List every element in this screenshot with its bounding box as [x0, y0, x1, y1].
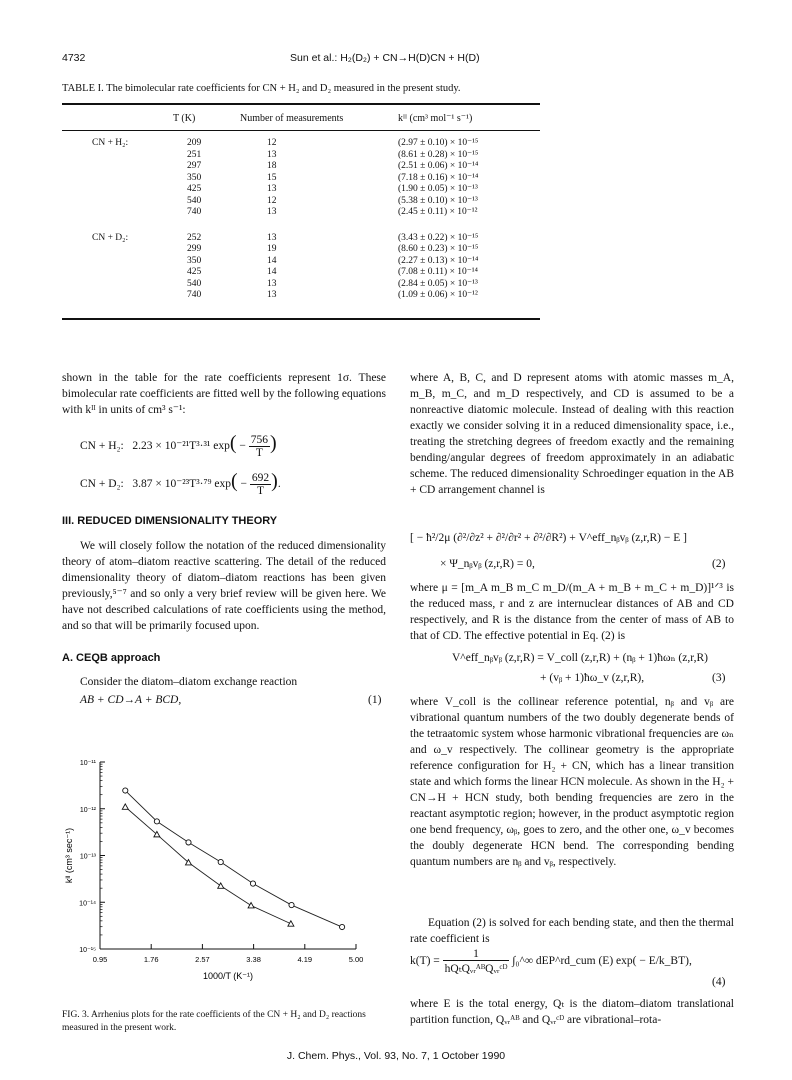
table-rule-top — [62, 103, 540, 105]
right-paragraph-2: where μ = [m_A m_B m_C m_D/(m_A + m_B + m_C + m_D)]¹ᐟ³ is the reduced mass, r and z are internuclear distances of AB and CD respectively, and R is the distance from the center of mass of AB to that of CD. The effective potential in Eq. (2) is — [410, 582, 734, 642]
table-cell-measurements: 18 — [267, 161, 277, 171]
data-point-circle — [289, 902, 294, 907]
table-cell-measurements: 14 — [267, 255, 277, 266]
table-cell-temperature: 740 — [187, 207, 202, 217]
equation-number-3: (3) — [712, 672, 726, 684]
right-paragraph-5: where E is the total energy, Qₜ is the diatom–diatom translational partition function, Qᵥᵣᴬᴮ and Qᵥᵣᶜᴰ are vibrational–rota- — [410, 998, 734, 1026]
table-cell-temperature: 540 — [187, 278, 202, 289]
x-tick-label: 5.00 — [348, 955, 364, 964]
data-point-triangle — [218, 883, 224, 888]
reaction-equation: AB + CD→A + BCD, — [80, 694, 182, 706]
table-cell-temperature: 350 — [187, 255, 202, 266]
effective-potential-line-1: V^eff_nᵦvᵦ (z,r,R) = V_coll (z,r,R) + (nᵦ + 1)ħωₙ (z,r,R) — [452, 652, 708, 664]
table-rule-bottom — [62, 318, 540, 320]
data-point-circle — [123, 788, 128, 793]
fit-line-series-1 — [125, 791, 342, 928]
rate-integral-equation: k(T) = $\frac{1}{\text{hQₜQᵥᵣᴬᴮQᵥᵣᶜᴰ}}$ ∫₀^∞ dEP^rd_cum (E) exp( − E/k_BT), — [410, 948, 692, 975]
table-cell-measurements: 15 — [267, 172, 277, 183]
table-caption: TABLE I. The bimolecular rate coefficients for CN + H₂ and D₂ measured in the present study. — [62, 83, 461, 94]
fit-line-series-2 — [125, 807, 291, 924]
x-tick-label: 4.19 — [297, 955, 313, 964]
rate-equation-h2: CN + H₂: 2.23 × 10⁻²¹T³·³¹ exp( − $\frac{756}{T}$ ) — [80, 432, 277, 459]
table-group-label: CN + H₂: — [92, 138, 129, 148]
equation-number-4: (4) — [712, 976, 726, 988]
table-cell-rate: (7.18 ± 0.16) × 10⁻¹⁴ — [398, 172, 479, 183]
rate-equation-d2: CN + D₂: 3.87 × 10⁻²³T³·⁷⁹ exp( − $\frac{692}{T}$ ). — [80, 470, 281, 497]
table-cell-temperature: 540 — [187, 195, 202, 206]
right-paragraph-4: Equation (2) is solved for each bending state, and then the thermal rate coefficient is — [410, 917, 734, 945]
data-point-circle — [339, 924, 344, 929]
running-head: Sun et al.: H₂(D₂) + CN→H(D)CN + H(D) — [290, 52, 480, 64]
data-point-circle — [186, 840, 191, 845]
section-heading: III. REDUCED DIMENSIONALITY THEORY — [62, 515, 278, 527]
table-cell-measurements: 13 — [267, 278, 277, 289]
effective-potential-line-2: + (vᵦ + 1)ħω_v (z,r,R), — [540, 672, 645, 684]
data-point-triangle — [248, 903, 254, 908]
table-cell-measurements: 13 — [267, 149, 277, 160]
table-cell-temperature: 425 — [187, 184, 202, 194]
table-cell-temperature: 209 — [187, 138, 202, 148]
y-axis-label: kᴵᴵ (cm³ sec⁻¹) — [64, 827, 74, 884]
table-cell-measurements: 13 — [267, 290, 277, 300]
table-cell-rate: (2.45 ± 0.11) × 10⁻¹² — [398, 207, 478, 217]
table-rule-mid — [62, 130, 540, 131]
table-cell-rate: (2.97 ± 0.10) × 10⁻¹⁵ — [398, 138, 479, 148]
table-cell-measurements: 12 — [267, 195, 277, 206]
y-tick-label: 10⁻¹⁴ — [79, 900, 96, 908]
table-cell-measurements: 12 — [267, 138, 277, 148]
left-paragraph-3: Consider the diatom–diatom exchange reaction — [80, 676, 298, 688]
x-tick-label: 3.38 — [246, 955, 261, 964]
table-cell-rate: (3.43 ± 0.22) × 10⁻¹⁵ — [398, 232, 479, 243]
table-cell-measurements: 13 — [267, 232, 277, 243]
table-cell-measurements: 13 — [267, 184, 277, 194]
column-header-temperature: T (K) — [173, 113, 196, 124]
table-cell-temperature: 252 — [187, 232, 202, 243]
table-cell-temperature: 299 — [187, 244, 202, 254]
right-paragraph-1: where A, B, C, and D represent atoms with atomic masses m_A, m_B, m_C, and m_D respectively, and CD is assumed to be a nonreactive diatomic molecule. Instead of dealing with this reaction exactly we consider solving it in a reduced dimensionality space, i.e., treating the stretching degrees of freedom exactly and the remaining bending/angular degrees of freedom approximately in an adiabatic scheme. The reduced dimensionality Schroedinger equation in the AB + CD arrangement channel is — [410, 372, 734, 496]
arrhenius-plot — [60, 742, 390, 1004]
data-point-circle — [154, 819, 159, 824]
table-cell-rate: (2.51 ± 0.06) × 10⁻¹⁴ — [398, 161, 479, 171]
left-paragraph-1: shown in the table for the rate coefficients represent 1σ. These bimolecular rate coefficients are fitted well by the following equations with kᴵᴵ in units of cm³ s⁻¹: — [62, 372, 386, 416]
figure-caption: FIG. 3. Arrhenius plots for the rate coefficients of the CN + H₂ and D₂ reactions measured in the present work. — [62, 1010, 366, 1033]
equation-number-2: (2) — [712, 558, 726, 570]
column-header-rate: kᴵᴵ (cm³ mol⁻¹ s⁻¹) — [398, 113, 473, 124]
x-tick-label: 1.76 — [143, 955, 159, 964]
table-cell-rate: (1.09 ± 0.06) × 10⁻¹² — [398, 290, 478, 300]
table-cell-temperature: 297 — [187, 161, 202, 171]
table-cell-rate: (2.84 ± 0.05) × 10⁻¹³ — [398, 278, 478, 289]
journal-footer: J. Chem. Phys., Vol. 93, No. 7, 1 October 1990 — [286, 1050, 506, 1062]
table-cell-rate: (2.27 ± 0.13) × 10⁻¹⁴ — [398, 255, 479, 266]
x-axis-label: 1000/T (K⁻¹) — [202, 971, 254, 981]
table-cell-temperature: 425 — [187, 267, 202, 277]
table-cell-rate: (8.60 ± 0.23) × 10⁻¹⁵ — [398, 244, 479, 254]
table-cell-measurements: 19 — [267, 244, 277, 254]
column-header-measurements: Number of measurements — [240, 113, 344, 124]
data-point-circle — [250, 881, 255, 886]
table-cell-rate: (8.61 ± 0.28) × 10⁻¹⁵ — [398, 149, 479, 160]
table-cell-temperature: 740 — [187, 290, 202, 300]
table-cell-rate: (5.38 ± 0.10) × 10⁻¹³ — [398, 195, 478, 206]
table-cell-temperature: 350 — [187, 172, 202, 183]
table-cell-rate: (7.08 ± 0.11) × 10⁻¹⁴ — [398, 267, 478, 277]
schroedinger-equation-line-1: [ − ħ²/2μ (∂²/∂z² + ∂²/∂r² + ∂²/∂R²) + V^eff_nᵦvᵦ (z,r,R) − E ] — [410, 532, 687, 544]
y-tick-label: 10⁻¹³ — [79, 853, 96, 861]
table-cell-temperature: 251 — [187, 149, 202, 160]
data-point-triangle — [122, 804, 128, 809]
y-tick-label: 10⁻¹⁵ — [79, 947, 96, 954]
page-number: 4732 — [62, 52, 86, 64]
reaction-number: (1) — [368, 694, 382, 706]
y-tick-label: 10⁻¹² — [79, 806, 96, 814]
left-paragraph-2: We will closely follow the notation of the reduced dimensionality theory of atom–diatom reactive scattering. The detail of the reduced dimensionality theory of diatom–diatom reactions has been given previously,⁵⁻⁷ and so only a very brief review will be given here. We have not described calculations of rate coefficients using the method, and so that will be primarily focused upon. — [62, 540, 386, 632]
data-point-triangle — [288, 921, 294, 926]
y-tick-label: 10⁻¹¹ — [79, 760, 96, 767]
x-tick-label: 2.57 — [195, 955, 210, 964]
table-cell-measurements: 14 — [267, 267, 277, 277]
table-cell-rate: (1.90 ± 0.05) × 10⁻¹³ — [398, 184, 478, 194]
data-point-circle — [218, 859, 223, 864]
table-cell-measurements: 13 — [267, 207, 277, 217]
right-paragraph-3: where V_coll is the collinear reference potential, nᵦ and vᵦ are vibrational quantum numbers of the two doubly degenerate bends of the tetraatomic system whose harmonic vibrational frequencies are ωₙ and ω_v respectively. The collinear geometry is the appropriate reference configuration for H₂ + CN, which has a linear transition state and which forms the linear HCN molecule. As shown in the H₂ + CN→H + HCN study, both bending frequencies are zero in the reactant asymptotic region; however, in the product asymptotic region one bend frequency, ωᵦ, goes to zero, and the other one, ω_v becomes the doubly degenerate HCN bend. The corresponding bending quantum numbers are nᵦ and vᵦ, respectively. — [410, 696, 734, 868]
schroedinger-equation-line-2: × Ψ_nᵦvᵦ (z,r,R) = 0, — [440, 558, 535, 570]
x-tick-label: 0.95 — [92, 955, 108, 964]
table-group-label: CN + D₂: — [92, 232, 129, 243]
subsection-heading: A. CEQB approach — [62, 652, 161, 664]
